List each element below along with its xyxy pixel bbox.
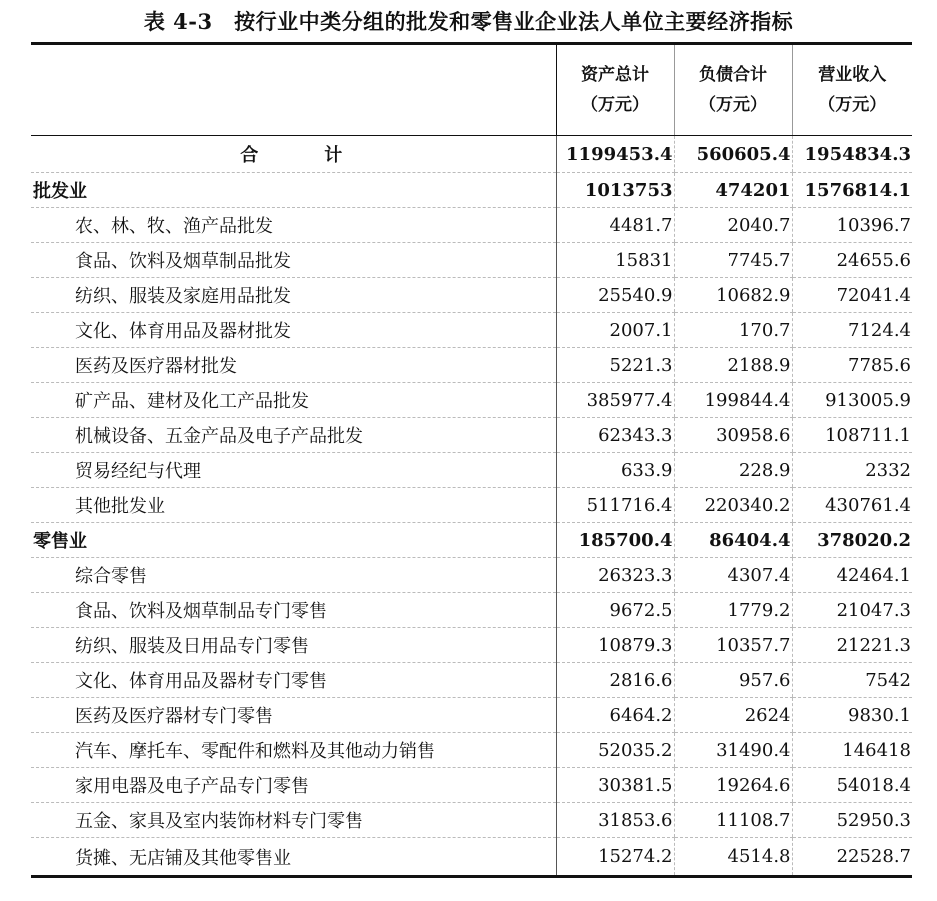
table-row [31, 628, 912, 663]
row-label: 医药及医疗器材专门零售 [31, 698, 556, 733]
table-row [31, 208, 912, 243]
cell-revenue: 7124.4 [792, 313, 912, 348]
header-liabilities-unit: （万元） [699, 95, 767, 115]
row-label: 文化、体育用品及器材专门零售 [31, 663, 556, 698]
cell-liabilities: 228.9 [674, 453, 792, 488]
cell-liabilities: 86404.4 [674, 523, 792, 558]
cell-liabilities: 2040.7 [674, 208, 792, 243]
cell-revenue: 54018.4 [792, 768, 912, 803]
cell-revenue: 24655.6 [792, 243, 912, 278]
cell-revenue: 2332 [792, 453, 912, 488]
table-title: 表 4-3 按行业中类分组的批发和零售业企业法人单位主要经济指标 [143, 9, 794, 34]
total-row [31, 136, 912, 173]
row-label: 医药及医疗器材批发 [31, 348, 556, 383]
table-row [31, 803, 912, 838]
row-label: 贸易经纪与代理 [31, 453, 556, 488]
table-row [31, 313, 912, 348]
row-label: 五金、家具及室内装饰材料专门零售 [31, 803, 556, 838]
table-body [31, 136, 912, 877]
cell-liabilities: 957.6 [674, 663, 792, 698]
cell-liabilities: 220340.2 [674, 488, 792, 523]
cell-liabilities: 4514.8 [674, 838, 792, 877]
cell-assets: 5221.3 [556, 348, 674, 383]
header-liabilities [674, 44, 792, 136]
cell-liabilities: 4307.4 [674, 558, 792, 593]
cell-liabilities: 2188.9 [674, 348, 792, 383]
row-label: 综合零售 [31, 558, 556, 593]
cell-liabilities: 2624 [674, 698, 792, 733]
row-label: 货摊、无店铺及其他零售业 [31, 838, 556, 877]
cell-liabilities: 199844.4 [674, 383, 792, 418]
cell-revenue: 146418 [792, 733, 912, 768]
header-assets [556, 44, 674, 136]
table-row [31, 698, 912, 733]
cell-assets: 1013753 [556, 173, 674, 208]
table-row [31, 488, 912, 523]
cell-assets: 511716.4 [556, 488, 674, 523]
table-row [31, 558, 912, 593]
table-row [31, 383, 912, 418]
cell-assets: 2816.6 [556, 663, 674, 698]
cell-assets: 185700.4 [556, 523, 674, 558]
cell-assets: 52035.2 [556, 733, 674, 768]
cell-assets: 2007.1 [556, 313, 674, 348]
cell-revenue: 1576814.1 [792, 173, 912, 208]
header-revenue-unit: （万元） [818, 95, 887, 115]
cell-revenue: 108711.1 [792, 418, 912, 453]
table-row [31, 733, 912, 768]
row-label: 食品、饮料及烟草制品专门零售 [31, 593, 556, 628]
cell-revenue: 913005.9 [792, 383, 912, 418]
cell-liabilities: 11108.7 [674, 803, 792, 838]
cell-revenue: 430761.4 [792, 488, 912, 523]
table-row [31, 838, 912, 877]
row-label: 文化、体育用品及器材批发 [31, 313, 556, 348]
cell-assets: 4481.7 [556, 208, 674, 243]
cell-assets: 25540.9 [556, 278, 674, 313]
row-label: 批发业 [31, 173, 556, 208]
cell-assets: 9672.5 [556, 593, 674, 628]
row-label: 纺织、服装及家庭用品批发 [31, 278, 556, 313]
cell-assets: 633.9 [556, 453, 674, 488]
row-label: 机械设备、五金产品及电子产品批发 [31, 418, 556, 453]
cell-assets: 26323.3 [556, 558, 674, 593]
row-label: 矿产品、建材及化工产品批发 [31, 383, 556, 418]
cell-assets: 15274.2 [556, 838, 674, 877]
cell-liabilities: 19264.6 [674, 768, 792, 803]
cell-revenue: 52950.3 [792, 803, 912, 838]
row-label: 其他批发业 [31, 488, 556, 523]
cell-assets: 30381.5 [556, 768, 674, 803]
cell-revenue: 1954834.3 [792, 136, 912, 173]
cell-assets: 31853.6 [556, 803, 674, 838]
table-row [31, 663, 912, 698]
cell-liabilities: 7745.7 [674, 243, 792, 278]
cell-assets: 6464.2 [556, 698, 674, 733]
table-row [31, 418, 912, 453]
cell-liabilities: 10682.9 [674, 278, 792, 313]
header-liabilities-name: 负债合计 [699, 65, 767, 85]
cell-revenue: 10396.7 [792, 208, 912, 243]
table-row [31, 278, 912, 313]
table-row [31, 593, 912, 628]
cell-revenue: 378020.2 [792, 523, 912, 558]
cell-assets: 385977.4 [556, 383, 674, 418]
cell-revenue: 72041.4 [792, 278, 912, 313]
table-header [31, 44, 912, 136]
header-assets-name: 资产总计 [581, 65, 649, 85]
cell-assets: 62343.3 [556, 418, 674, 453]
cell-revenue: 7542 [792, 663, 912, 698]
category-row [31, 173, 912, 208]
row-label: 纺织、服装及日用品专门零售 [31, 628, 556, 663]
cell-liabilities: 170.7 [674, 313, 792, 348]
cell-assets: 10879.3 [556, 628, 674, 663]
table-row [31, 243, 912, 278]
cell-liabilities: 30958.6 [674, 418, 792, 453]
data-table [31, 42, 912, 878]
cell-assets: 1199453.4 [556, 136, 674, 173]
row-label: 农、林、牧、渔产品批发 [31, 208, 556, 243]
table-row [31, 768, 912, 803]
row-label: 零售业 [31, 523, 556, 558]
table-row [31, 348, 912, 383]
cell-assets: 15831 [556, 243, 674, 278]
cell-liabilities: 31490.4 [674, 733, 792, 768]
cell-revenue: 22528.7 [792, 838, 912, 877]
cell-revenue: 21047.3 [792, 593, 912, 628]
row-label: 合 计 [31, 136, 556, 173]
cell-revenue: 9830.1 [792, 698, 912, 733]
row-label: 汽车、摩托车、零配件和燃料及其他动力销售 [31, 733, 556, 768]
header-revenue [792, 44, 912, 136]
row-label: 家用电器及电子产品专门零售 [31, 768, 556, 803]
category-row [31, 523, 912, 558]
cell-revenue: 42464.1 [792, 558, 912, 593]
table-row [31, 453, 912, 488]
header-assets-unit: （万元） [581, 95, 649, 115]
cell-revenue: 7785.6 [792, 348, 912, 383]
row-label: 食品、饮料及烟草制品批发 [31, 243, 556, 278]
cell-liabilities: 560605.4 [674, 136, 792, 173]
cell-liabilities: 1779.2 [674, 593, 792, 628]
cell-liabilities: 10357.7 [674, 628, 792, 663]
cell-revenue: 21221.3 [792, 628, 912, 663]
header-corner [31, 44, 556, 136]
header-revenue-name: 营业收入 [818, 65, 887, 85]
cell-liabilities: 474201 [674, 173, 792, 208]
